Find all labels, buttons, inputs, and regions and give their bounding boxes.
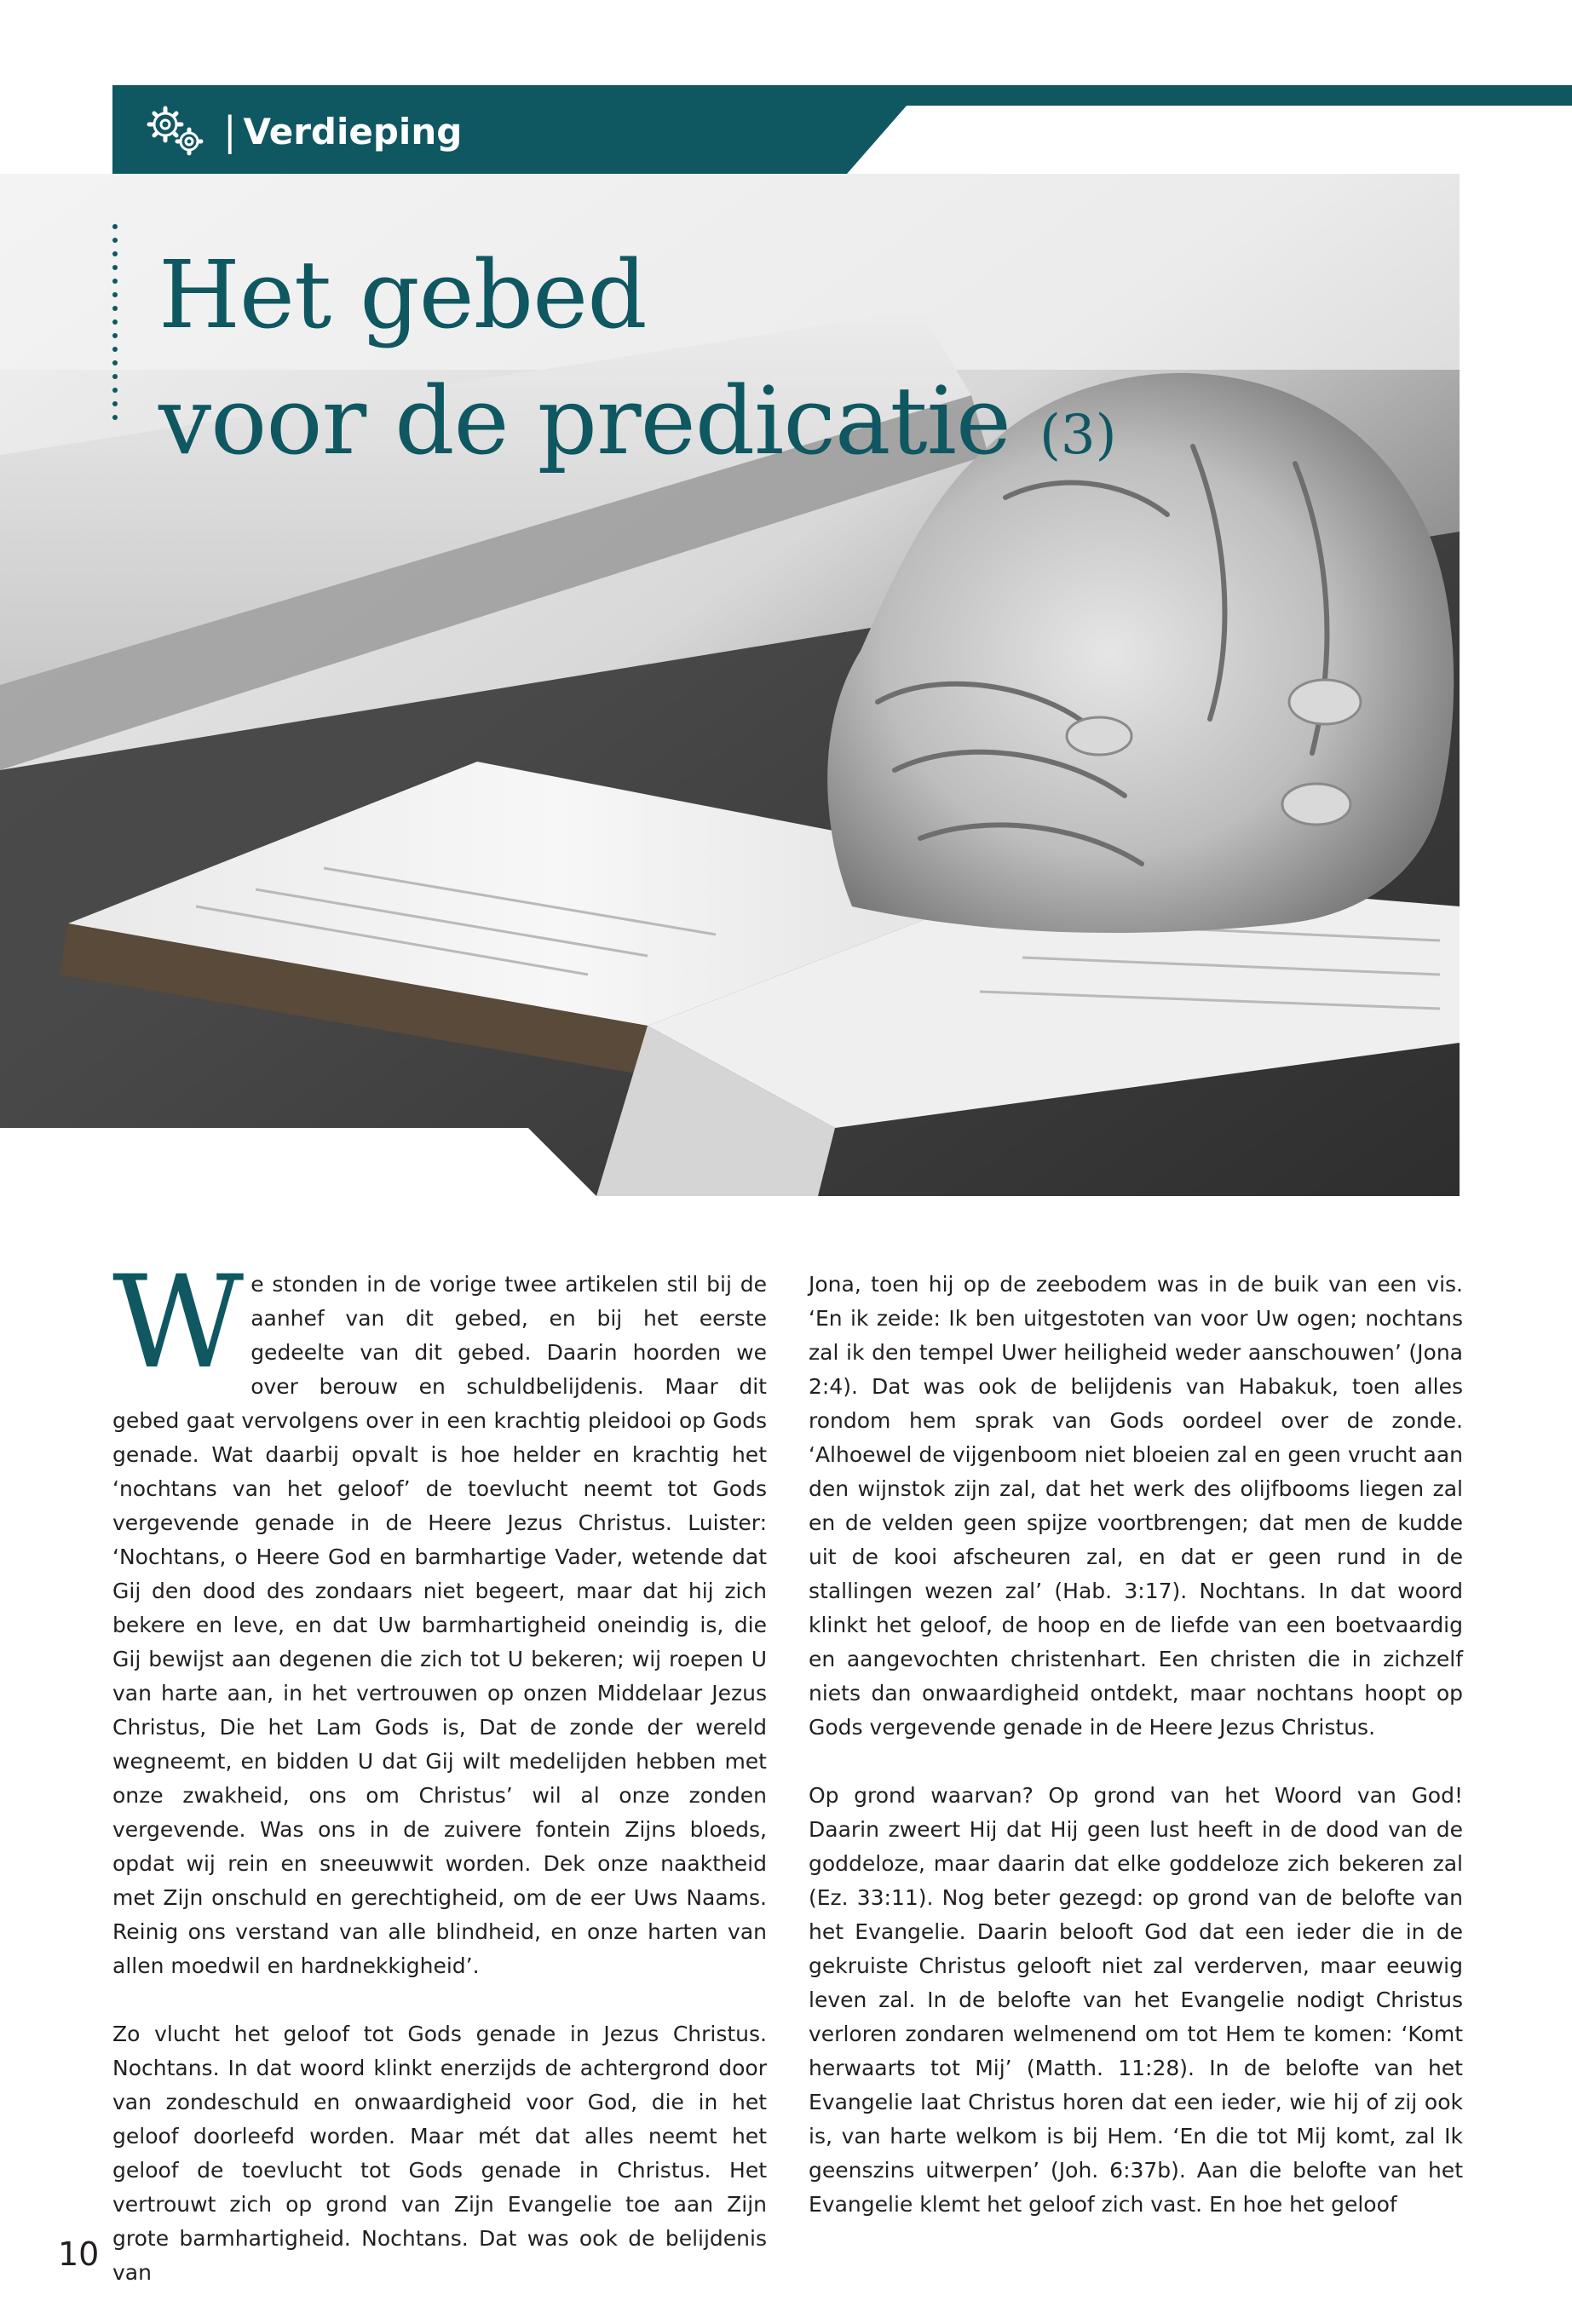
title-line-1: Het gebed [158,240,647,349]
drop-cap: W [112,1249,245,1397]
paragraph: Jona, toen hij op de zeebodem was in de buik van een vis. ‘En ik zeide: Ik ben uitgestoten van voor Uw ogen; nochtans zal ik den tempel Uwer heiligheid weder aanschouwen’ (Jona 2:4). Dat was ook de belijdenis van Habakuk, toen alles rondom hem sprak van Gods oordeel over de zonde. ‘Alhoewel de vijgenboom niet bloeien zal en geen vrucht aan den wijnstok zijn zal, dat het werk des olijfbooms liegen zal en de velden geen spijze voortbrengen; dat men de kudde uit de kooi afscheuren zal, en dat er geen rund in de stallingen wezen zal’ (Hab. 3:17). Nochtans. In dat woord klinkt het geloof, de hoop en de liefde van een boetvaardig en aangevochten christenhart. Een christen die in zichzelf niets dan onwaardigheid ontdekt, maar nochtans hoopt op Gods vergevende genade in de Heere Jezus Christus. [809,1272,1463,1740]
paragraph: Zo vlucht het geloof tot Gods genade in Jezus Christus. Nochtans. In dat woord klinkt enerzijds de achtergrond door van zondeschuld en onwaardigheid voor God, die in het geloof doorleefd worden. Maar mét dat alles neemt het geloof de toevlucht tot Gods genade in Christus. Het vertrouwt zich op grond van Zijn Evangelie toe aan Zijn grote barmhartigheid. Nochtans. Dat was ook de belijdenis van [112,2022,767,2285]
title-part-number: (3) [1039,404,1117,467]
paragraph [112,1249,767,1983]
section-tag [140,106,462,157]
paragraph: Op grond waarvan? Op grond van het Woord van God! Daarin zweert Hij dat Hij geen lust heeft in de dood van de goddeloze, maar daarin dat elke goddeloze zich bekeren zal (Ez. 33:11). Nog beter gezegd: op grond van de belofte van het Evangelie. Daarin belooft God dat een ieder die in de gekruiste Christus gelooft niet zal verderven, maar eeuwig leven zal. In de belofte van het Evangelie nodigt Christus verloren zondaren welmenend om tot Hem te komen: ‘Komt herwaarts tot Mij’ (Matth. 11:28). In de belofte van het Evangelie laat Christus horen dat een ieder, wie hij of zij ook is, van harte welkom is bij Hem. ‘En die tot Mij komt, zal Ik geenszins uitwerpen’ (Joh. 6:37b). Aan die belofte van het Evangelie klemt het geloof zich vast. En hoe het geloof [809,1783,1463,2217]
article-column-left [112,1249,767,2324]
article-title [158,232,1117,498]
page-number: 10 [58,2235,100,2273]
paragraph-text: e stonden in de vorige twee artikelen stil bij de aanhef van dit gebed, en bij het eerste gedeelte van dit gebed. Daarin hoorden we over berouw en schuldbelijdenis. Maar dit gebed gaat vervolgens over in een krachtig pleidooi op Gods genade. Wat daarbij opvalt is hoe helder en krachtig het ‘nochtans van het geloof’ de toevlucht neemt tot Gods vergevende genade in de Heere Jezus Christus. Luister: ‘Nochtans, o Heere God en barmhartige Vader, wetende dat Gij den dood des zondaars niet begeert, maar dat hij zich bekere en leve, en dat Uw barmhartigheid oneindig is, die Gij bewijst aan degenen die zich tot U bekeren; wij roepen U van harte aan, in het vertrouwen op onzen Middelaar Jezus Christus, Die het Lam Gods is, Dat de zonde der wereld wegneemt, en bidden U dat Gij wilt medelijden hebben met onze zwakheid, ons om Christus’ wil al onze zonden vergevende. Was ons in de zuivere fontein Zijns bloeds, opdat wij rein en sneeuwwit worden. Dek onze naaktheid met Zijn onschuld en gerechtigheid, om de eer Uws Naams. Reinig ons verstand van alle blindheid, en onze harten van allen moedwil en hardnekkigheid’. [112,1272,767,1978]
title-line-2-text: voor de predicatie [158,366,1011,475]
tag-separator: | [223,108,237,154]
article-column-right [809,1268,1463,2256]
title-line-2 [158,358,1117,498]
section-label: Verdieping [243,110,463,152]
gears-icon [140,106,218,157]
title-dotted-rule [112,223,118,421]
